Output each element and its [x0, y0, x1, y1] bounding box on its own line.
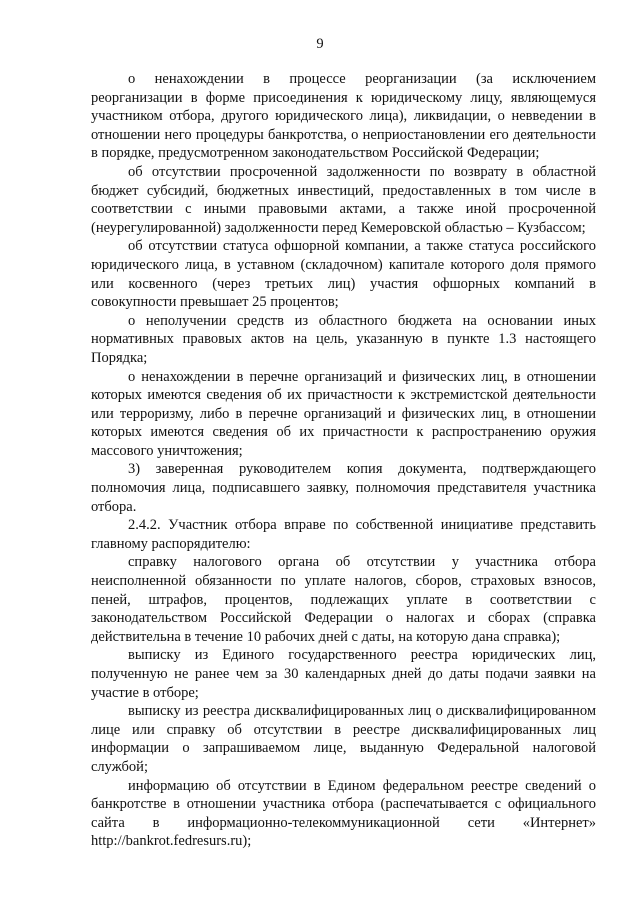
paragraph-bankruptcy-registry: информацию об отсутствии в Едином федеральном реестре сведений о банкротстве в отношении участника отбора (распечатывается с официального сайта в информационно-телекоммуникационной сети «Интернет» http://bankrot.fedresurs.ru);: [91, 777, 596, 850]
paragraph-tax-certificate: справку налогового органа об отсутствии у участника отбора неисполненной обязанности по уплате налогов, сборов, страховых взносов, пеней, штрафов, процентов, подлежащих уплате в соответствии с законодательством Российской Федерации о налогах и сборах (справка действительна в течение 10 рабочих дней с даты, на которую дана справка);: [91, 554, 596, 645]
paragraph-disqualified-registry: выписку из реестра дисквалифицированных лиц о дисквалифицированном лице или справку об отсутствии в реестре дисквалифицированных лиц информации о запрашиваемом лице, выданную Федеральной налоговой службой;: [91, 703, 596, 775]
paragraph-reorganization: о ненахождении в процессе реорганизации (за исключением реорганизации в форме присоединения к юридическому лицу, являющемуся участником отбора, другого юридического лица), ликвидации, о невведении в отношении него процедуры банкротства, о неприостановлении его деятельности в порядке, предусмотренном законодательством Российской Федерации;: [91, 71, 596, 162]
document-body: [91, 70, 596, 851]
paragraph-overdue-debt: об отсутствии просроченной задолженности по возврату в областной бюджет субсидий, бюджетных инвестиций, предоставленных в том числе в соответствии с иными правовыми актами, а также иной просроченной (неурегулированной) задолженности перед Кемеровской областью – Кузбассом;: [91, 163, 596, 236]
paragraph-offshore-status: об отсутствии статуса офшорной компании, а также статуса российского юридического лица, в уставном (складочном) капитале которого доля прямого или косвенного (через третьих лиц) участия офшорных компаний в совокупности превышает 25 процентов;: [91, 238, 596, 311]
paragraph-no-other-funds: о неполучении средств из областного бюджета на основании иных нормативных правовых актов на цель, указанную в пункте 1.3 настоящего Порядка;: [91, 312, 596, 366]
paragraph-extremism-list: о ненахождении в перечне организаций и физических лиц, в отношении которых имеются сведения об их причастности к экстремистской деятельности или терроризму, либо в перечне организаций и физических лиц, в отношении которых имеются сведения об их причастности к распространению оружия массового уничтожения;: [91, 368, 596, 459]
page-number: 9: [316, 36, 324, 52]
paragraph-authority-copy: 3) заверенная руководителем копия документа, подтверждающего полномочия лица, подписавшего заявку, полномочия представителя участника отбора.: [91, 461, 596, 515]
paragraph-section-2-4-2: 2.4.2. Участник отбора вправе по собственной инициативе представить главному распорядителю:: [91, 517, 596, 552]
paragraph-egrul-extract: выписку из Единого государственного реестра юридических лиц, полученную не ранее чем за 30 календарных дней до даты подачи заявки на участие в отборе;: [91, 647, 596, 701]
